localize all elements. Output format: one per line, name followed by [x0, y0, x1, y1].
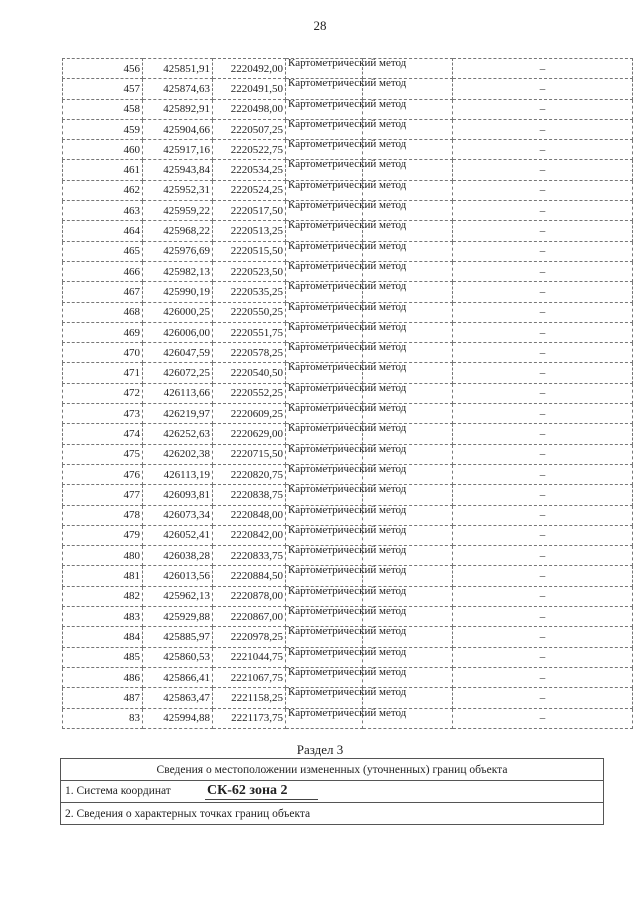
point-number-cell: 465: [63, 241, 143, 261]
table-row: [63, 464, 633, 484]
y-coordinate-cell: 2220820,75: [213, 464, 286, 484]
method-cell: Картометрический метод: [286, 464, 363, 484]
point-number-cell: 470: [63, 343, 143, 363]
point-number-cell: 476: [63, 464, 143, 484]
method-cell: Картометрический метод: [286, 79, 363, 99]
value-cell: –: [453, 201, 633, 221]
point-number-cell: 457: [63, 79, 143, 99]
point-number-cell: 83: [63, 708, 143, 728]
x-coordinate-cell: 425976,69: [143, 241, 213, 261]
value-cell: –: [453, 119, 633, 139]
section-title: Раздел 3: [296, 742, 344, 757]
table-row: [63, 708, 633, 728]
y-coordinate-cell: 2220507,25: [213, 119, 286, 139]
section3-table: [60, 758, 604, 825]
x-coordinate-cell: 425851,91: [143, 59, 213, 79]
y-coordinate-cell: 2220578,25: [213, 343, 286, 363]
table-row: [63, 688, 633, 708]
value-cell: –: [453, 546, 633, 566]
table-row: [63, 444, 633, 464]
value-cell: –: [453, 160, 633, 180]
value-cell: –: [453, 708, 633, 728]
x-coordinate-cell: 426113,66: [143, 383, 213, 403]
x-coordinate-cell: 426013,56: [143, 566, 213, 586]
method-cell: Картометрический метод: [286, 647, 363, 667]
table-row: [63, 404, 633, 424]
point-number-cell: 473: [63, 404, 143, 424]
value-cell: –: [453, 221, 633, 241]
point-number-cell: 486: [63, 667, 143, 687]
y-coordinate-cell: 2220540,50: [213, 363, 286, 383]
method-cell: Картометрический метод: [286, 180, 363, 200]
table-row: [63, 343, 633, 363]
point-number-cell: 466: [63, 261, 143, 281]
y-coordinate-cell: 2221173,75: [213, 708, 286, 728]
point-number-cell: 458: [63, 99, 143, 119]
method-cell: Картометрический метод: [286, 485, 363, 505]
table-row: [63, 241, 633, 261]
point-number-cell: 485: [63, 647, 143, 667]
x-coordinate-cell: 426038,28: [143, 546, 213, 566]
method-cell: Картометрический метод: [286, 444, 363, 464]
point-number-cell: 464: [63, 221, 143, 241]
table-row: [63, 140, 633, 160]
coord-system-value: СК-62 зона 2: [205, 783, 318, 800]
table-row: [63, 525, 633, 545]
y-coordinate-cell: 2220535,25: [213, 282, 286, 302]
x-coordinate-cell: 425874,63: [143, 79, 213, 99]
x-coordinate-cell: 426093,81: [143, 485, 213, 505]
point-number-cell: 474: [63, 424, 143, 444]
x-coordinate-cell: 425968,22: [143, 221, 213, 241]
y-coordinate-cell: 2220513,25: [213, 221, 286, 241]
method-cell: Картометрический метод: [286, 160, 363, 180]
x-coordinate-cell: 426219,97: [143, 404, 213, 424]
x-coordinate-cell: 426113,19: [143, 464, 213, 484]
y-coordinate-cell: 2221044,75: [213, 647, 286, 667]
method-cell: Картометрический метод: [286, 343, 363, 363]
table-row: [63, 79, 633, 99]
method-cell: Картометрический метод: [286, 302, 363, 322]
method-cell: Картометрический метод: [286, 404, 363, 424]
page-number: 28: [313, 18, 327, 33]
method-cell: Картометрический метод: [286, 607, 363, 627]
y-coordinate-cell: 2220517,50: [213, 201, 286, 221]
table-row: [63, 505, 633, 525]
x-coordinate-cell: 426000,25: [143, 302, 213, 322]
value-cell: –: [453, 343, 633, 363]
y-coordinate-cell: 2221158,25: [213, 688, 286, 708]
value-cell: –: [453, 627, 633, 647]
method-cell: Картометрический метод: [286, 99, 363, 119]
point-number-cell: 475: [63, 444, 143, 464]
value-cell: –: [453, 363, 633, 383]
x-coordinate-cell: 426072,25: [143, 363, 213, 383]
point-number-cell: 480: [63, 546, 143, 566]
table-row: [63, 667, 633, 687]
value-cell: –: [453, 444, 633, 464]
y-coordinate-cell: 2220522,75: [213, 140, 286, 160]
y-coordinate-cell: 2220524,25: [213, 180, 286, 200]
method-cell: Картометрический метод: [286, 241, 363, 261]
x-coordinate-cell: 425866,41: [143, 667, 213, 687]
x-coordinate-cell: 425982,13: [143, 261, 213, 281]
table-row: [63, 261, 633, 281]
point-number-cell: 484: [63, 627, 143, 647]
method-cell: Картометрический метод: [286, 383, 363, 403]
value-cell: –: [453, 282, 633, 302]
x-coordinate-cell: 425904,66: [143, 119, 213, 139]
method-cell: Картометрический метод: [286, 627, 363, 647]
section3-heading: Сведения о местоположении измененных (уточненных) границ объекта: [61, 759, 604, 781]
y-coordinate-cell: 2220848,00: [213, 505, 286, 525]
table-row: [63, 99, 633, 119]
table-row: [63, 363, 633, 383]
point-number-cell: 482: [63, 586, 143, 606]
y-coordinate-cell: 2220492,00: [213, 59, 286, 79]
table-row: [63, 546, 633, 566]
point-number-cell: 471: [63, 363, 143, 383]
point-number-cell: 478: [63, 505, 143, 525]
table-row: [63, 566, 633, 586]
method-cell: Картометрический метод: [286, 59, 363, 79]
value-cell: –: [453, 667, 633, 687]
y-coordinate-cell: 2220551,75: [213, 322, 286, 342]
point-number-cell: 487: [63, 688, 143, 708]
y-coordinate-cell: 2220515,50: [213, 241, 286, 261]
value-cell: –: [453, 485, 633, 505]
table-row: [63, 59, 633, 79]
value-cell: –: [453, 688, 633, 708]
table-row: [63, 424, 633, 444]
y-coordinate-cell: 2220609,25: [213, 404, 286, 424]
coordinates-table: [62, 58, 633, 729]
point-number-cell: 479: [63, 525, 143, 545]
y-coordinate-cell: 2220552,25: [213, 383, 286, 403]
y-coordinate-cell: 2220867,00: [213, 607, 286, 627]
table-row: [63, 586, 633, 606]
value-cell: –: [453, 586, 633, 606]
table-row: [63, 383, 633, 403]
point-number-cell: 472: [63, 383, 143, 403]
x-coordinate-cell: 425959,22: [143, 201, 213, 221]
point-number-cell: 481: [63, 566, 143, 586]
value-cell: –: [453, 505, 633, 525]
x-coordinate-cell: 425994,88: [143, 708, 213, 728]
x-coordinate-cell: 425863,47: [143, 688, 213, 708]
y-coordinate-cell: 2221067,75: [213, 667, 286, 687]
value-cell: –: [453, 79, 633, 99]
x-coordinate-cell: 426047,59: [143, 343, 213, 363]
point-number-cell: 460: [63, 140, 143, 160]
x-coordinate-cell: 425962,13: [143, 586, 213, 606]
x-coordinate-cell: 426006,00: [143, 322, 213, 342]
table-row: [63, 647, 633, 667]
y-coordinate-cell: 2220838,75: [213, 485, 286, 505]
table-row: [63, 160, 633, 180]
value-cell: –: [453, 140, 633, 160]
value-cell: –: [453, 404, 633, 424]
table-row: [63, 119, 633, 139]
coord-system-cell: [61, 781, 604, 803]
method-cell: Картометрический метод: [286, 525, 363, 545]
y-coordinate-cell: 2220534,25: [213, 160, 286, 180]
value-cell: –: [453, 261, 633, 281]
value-cell: –: [453, 322, 633, 342]
value-cell: –: [453, 99, 633, 119]
method-cell: Картометрический метод: [286, 546, 363, 566]
table-row: [63, 322, 633, 342]
x-coordinate-cell: 425943,84: [143, 160, 213, 180]
method-cell: Картометрический метод: [286, 505, 363, 525]
value-cell: –: [453, 607, 633, 627]
value-cell: –: [453, 383, 633, 403]
x-coordinate-cell: 425917,16: [143, 140, 213, 160]
value-cell: –: [453, 464, 633, 484]
value-cell: –: [453, 59, 633, 79]
method-cell: Картометрический метод: [286, 586, 363, 606]
y-coordinate-cell: 2220629,00: [213, 424, 286, 444]
point-number-cell: 483: [63, 607, 143, 627]
value-cell: –: [453, 647, 633, 667]
value-cell: –: [453, 180, 633, 200]
method-cell: Картометрический метод: [286, 201, 363, 221]
x-coordinate-cell: 426073,34: [143, 505, 213, 525]
points-row: [61, 803, 604, 825]
method-cell: Картометрический метод: [286, 140, 363, 160]
method-cell: Картометрический метод: [286, 221, 363, 241]
method-cell: Картометрический метод: [286, 282, 363, 302]
coord-system-label: 1. Система координат: [65, 785, 171, 797]
x-coordinate-cell: 425860,53: [143, 647, 213, 667]
table-row: [63, 180, 633, 200]
value-cell: –: [453, 424, 633, 444]
x-coordinate-cell: 425990,19: [143, 282, 213, 302]
value-cell: –: [453, 566, 633, 586]
x-coordinate-cell: 425952,31: [143, 180, 213, 200]
method-cell: Картометрический метод: [286, 688, 363, 708]
x-coordinate-cell: 426202,38: [143, 444, 213, 464]
value-cell: –: [453, 302, 633, 322]
y-coordinate-cell: 2220715,50: [213, 444, 286, 464]
y-coordinate-cell: 2220978,25: [213, 627, 286, 647]
section3-heading-row: [61, 759, 604, 781]
x-coordinate-cell: 425929,88: [143, 607, 213, 627]
x-coordinate-cell: 425885,97: [143, 627, 213, 647]
y-coordinate-cell: 2220550,25: [213, 302, 286, 322]
point-number-cell: 469: [63, 322, 143, 342]
point-number-cell: 463: [63, 201, 143, 221]
y-coordinate-cell: 2220833,75: [213, 546, 286, 566]
point-number-cell: 459: [63, 119, 143, 139]
method-cell: Картометрический метод: [286, 261, 363, 281]
table-row: [63, 627, 633, 647]
method-cell: Картометрический метод: [286, 424, 363, 444]
x-coordinate-cell: 425892,91: [143, 99, 213, 119]
point-number-cell: 467: [63, 282, 143, 302]
value-cell: –: [453, 525, 633, 545]
table-row: [63, 221, 633, 241]
x-coordinate-cell: 426052,41: [143, 525, 213, 545]
point-number-cell: 461: [63, 160, 143, 180]
method-cell: Картометрический метод: [286, 667, 363, 687]
points-label: 2. Сведения о характерных точках границ объекта: [61, 803, 604, 825]
y-coordinate-cell: 2220884,50: [213, 566, 286, 586]
y-coordinate-cell: 2220842,00: [213, 525, 286, 545]
y-coordinate-cell: 2220491,50: [213, 79, 286, 99]
table-row: [63, 302, 633, 322]
x-coordinate-cell: 426252,63: [143, 424, 213, 444]
method-cell: Картометрический метод: [286, 566, 363, 586]
table-row: [63, 282, 633, 302]
method-cell: Картометрический метод: [286, 708, 363, 728]
method-cell: Картометрический метод: [286, 119, 363, 139]
point-number-cell: 468: [63, 302, 143, 322]
point-number-cell: 456: [63, 59, 143, 79]
y-coordinate-cell: 2220523,50: [213, 261, 286, 281]
y-coordinate-cell: 2220878,00: [213, 586, 286, 606]
method-cell: Картометрический метод: [286, 363, 363, 383]
point-number-cell: 477: [63, 485, 143, 505]
table-row: [63, 201, 633, 221]
y-coordinate-cell: 2220498,00: [213, 99, 286, 119]
value-cell: –: [453, 241, 633, 261]
coord-system-row: [61, 781, 604, 803]
method-cell: Картометрический метод: [286, 322, 363, 342]
point-number-cell: 462: [63, 180, 143, 200]
table-row: [63, 485, 633, 505]
table-row: [63, 607, 633, 627]
